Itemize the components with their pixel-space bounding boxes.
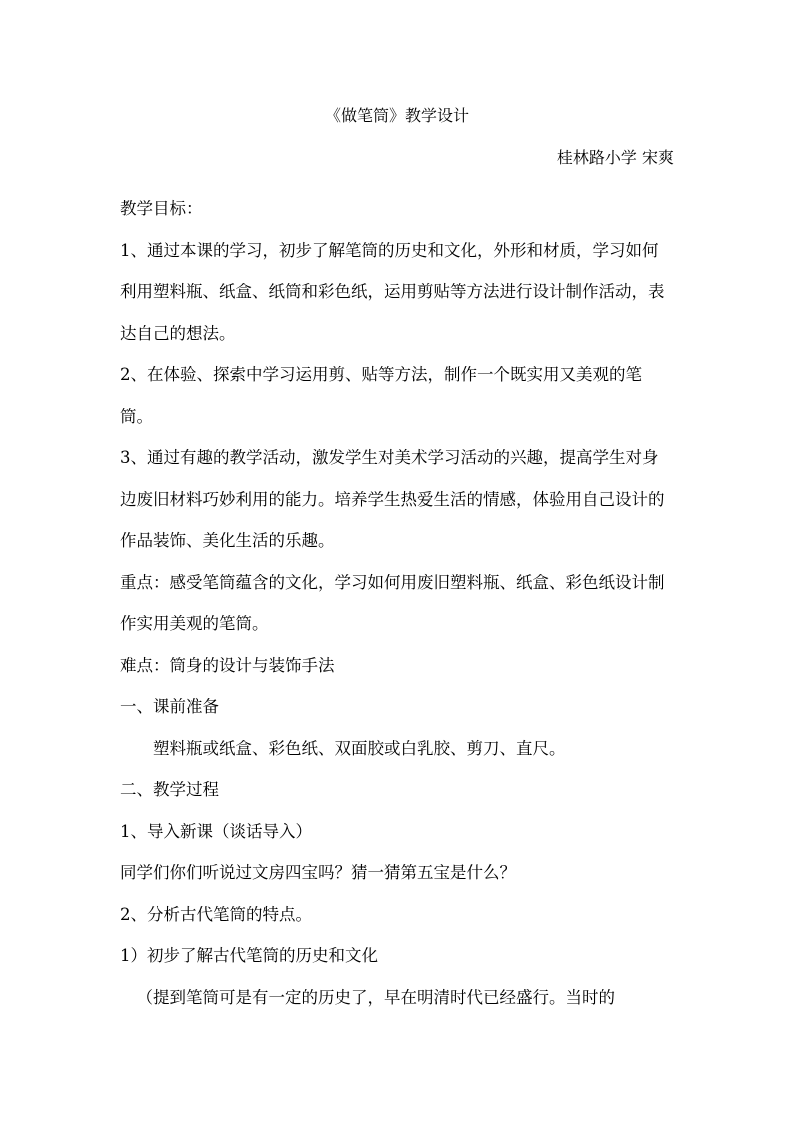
author-line: 桂林路小学 宋爽 <box>556 148 674 167</box>
substep-heading-history: 1）初步了解古代笔筒的历史和文化 <box>120 946 378 965</box>
goal-paragraph-2: 2、在体验、探索中学习运用剪、贴等方法，制作一个既实用又美观的笔筒。 <box>120 365 642 426</box>
difficulty-paragraph: 难点：筒身的设计与装饰手法 <box>120 655 335 675</box>
key-point-paragraph: 重点：感受笔筒蕴含的文化，学习如何用废旧塑料瓶、纸盒、彩色纸设计制作实用美观的笔筒。 <box>120 572 665 633</box>
intro-question-paragraph: 同学们你们听说过文房四宝吗？猜一猜第五宝是什么？ <box>120 863 516 882</box>
document-title: 《做笔筒》教学设计 <box>324 106 469 125</box>
step-heading-intro: 1、导入新课（谈话导入） <box>120 821 312 841</box>
goal-paragraph-1: 1、通过本课的学习，初步了解笔筒的历史和文化，外形和材质，学习如何利用塑料瓶、纸盒、纸筒和彩色纸，运用剪贴等方法进行设计制作活动，表达自己的想法。 <box>120 240 665 343</box>
materials-paragraph: 塑料瓶或纸盒、彩色纸、双面胶或白乳胶、剪刀、直尺。 <box>153 738 566 758</box>
heading-teaching-goals: 教学目标： <box>120 199 203 218</box>
section-heading-preparation: 一、课前准备 <box>120 697 219 716</box>
history-paragraph: （提到笔筒可是有一定的历史了，早在明清时代已经盛行。当时的 <box>136 987 615 1007</box>
goal-paragraph-3: 3、通过有趣的教学活动，激发学生对美术学习活动的兴趣，提高学生对身边废旧材料巧妙利用的能力。培养学生热爱生活的情感，体验用自己设计的作品装饰、美化生活的乐趣。 <box>120 448 665 550</box>
document-body <box>120 188 674 1018</box>
section-heading-process: 二、教学过程 <box>120 780 219 799</box>
step-heading-analysis: 2、分析古代笔筒的特点。 <box>120 904 312 924</box>
